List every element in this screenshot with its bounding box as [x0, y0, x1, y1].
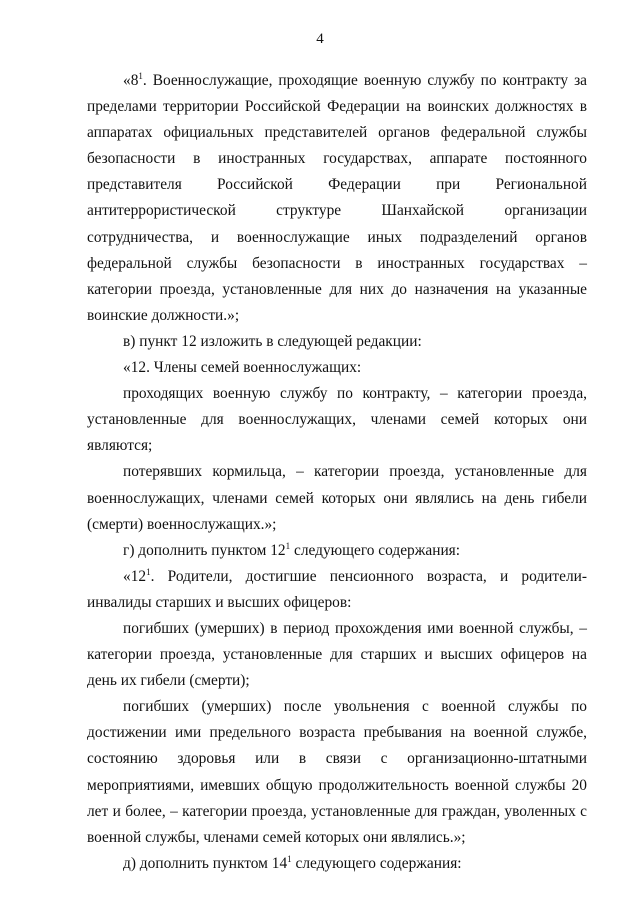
- paragraph-during-service: [87, 616, 587, 694]
- superscript: 1: [138, 71, 143, 81]
- paragraph-text: . Военнослужащие, проходящие военную службу по контракту за пределами территории Российской Федерации на воинских должностях в аппаратах официальных представителей органов федеральной службы безопасности в иностранных государствах, аппарате постоянного представителя Российской Федерации при Региональной антитеррористической структуре Шанхайской организации сотрудничества, и военнослужащие иных подразделений органов федеральной службы безопасности в иностранных государствах – категории проезда, установленные для них до назначения на указанные воинские должности.»;: [87, 72, 587, 324]
- paragraph-text: погибших (умерших) после увольнения с военной службы по достижении ими предельного возраста пребывания на военной службе, состоянию здоровья или в связи с организационно-штатными мероприятиями, имевших общую продолжительность военной службы 20 лет и более, – категории проезда, установленные для граждан, уволенных с военной службы, членами семей которых они являлись.»;: [87, 698, 587, 846]
- paragraph-after-discharge: [87, 694, 587, 851]
- superscript: 1: [146, 566, 151, 577]
- paragraph-text: «8: [123, 72, 139, 89]
- paragraph-text: следующего содержания:: [290, 541, 461, 559]
- paragraph-text: потерявших кормильца, – категории проезда, установленные для военнослужащих, членами семей которых они являлись на день гибели (смерти) военнослужащих.»;: [87, 463, 587, 533]
- paragraph-text: погибших (умерших) в период прохождения ими военной службы, – категории проезда, установленные для старших и высших офицеров на день их гибели (смерти);: [87, 619, 587, 690]
- paragraph-text: в) пункт 12 изложить в следующей редакции:: [123, 332, 422, 350]
- paragraph-text: проходящих военную службу по контракту, – категории проезда, установленные для военнослужащих, членами семей которых они являются;: [87, 385, 587, 455]
- paragraph-text: . Родители, достигшие пенсионного возраста, и родители-инвалиды старших и высших офицеров:: [87, 567, 587, 611]
- paragraph-breadwinner: [87, 459, 587, 537]
- superscript: 1: [287, 853, 292, 864]
- page-number: 4: [316, 31, 324, 47]
- paragraph-item-d: [87, 851, 587, 877]
- paragraph-12-1: [87, 564, 587, 616]
- paragraph-text: «12: [123, 567, 147, 585]
- paragraph-12: [87, 355, 587, 381]
- paragraph-text: г) дополнить пунктом 12: [123, 541, 286, 559]
- paragraph-8-1: [87, 68, 587, 329]
- paragraph-item-g: [87, 538, 587, 564]
- paragraph-item-v: [87, 329, 587, 355]
- paragraph-contract: [87, 381, 587, 459]
- paragraph-text: следующего содержания:: [291, 854, 462, 872]
- paragraph-text: «12. Члены семей военнослужащих:: [123, 359, 362, 377]
- document-body: [87, 68, 587, 877]
- superscript: 1: [285, 540, 291, 551]
- paragraph-text: д) дополнить пунктом 14: [123, 854, 288, 872]
